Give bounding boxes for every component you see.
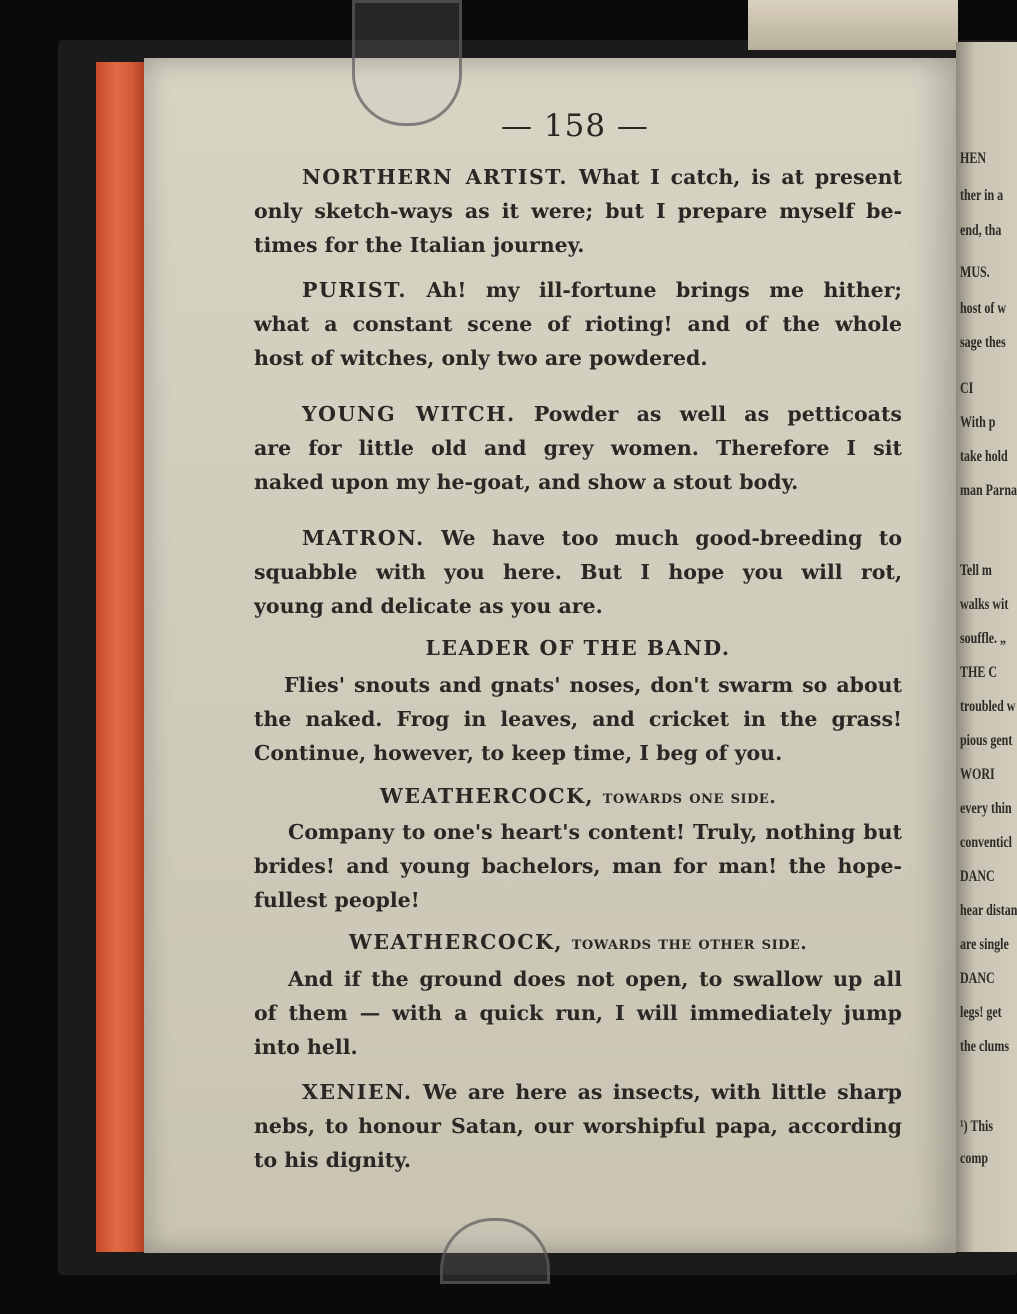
paragraph-weathercock-one-side — [254, 815, 902, 917]
next-page-line: the clums — [960, 1038, 1009, 1055]
speaker-name: PURIST. — [302, 278, 407, 302]
next-page-line: man Parna — [960, 482, 1017, 499]
next-page-line: ther in a — [960, 187, 1004, 204]
text-line: Flies' snouts and gnats' noses, don't swarm so about — [284, 673, 902, 697]
paragraph-matron — [254, 521, 902, 623]
text-line: young and delicate as you are. — [254, 594, 603, 618]
heading-name: WEATHERCOCK, — [348, 930, 564, 954]
paragraph-weathercock-other-side — [254, 962, 902, 1064]
stage-direction: towards one side. — [602, 787, 777, 808]
next-page-line: CI — [960, 380, 974, 397]
heading-name: WEATHERCOCK, — [379, 784, 595, 808]
text-line: Continue, however, to keep time, I beg of you. — [254, 741, 783, 765]
next-page — [956, 42, 1017, 1252]
text-line: nebs, to honour Satan, our worshipful papa, according — [254, 1114, 902, 1138]
text-line: Company to one's heart's content! Truly, nothing but — [288, 820, 902, 844]
speaker-name: YOUNG WITCH. — [302, 402, 516, 426]
page-tab — [748, 0, 958, 50]
next-page-line: THE C — [960, 664, 998, 681]
text-line: squabble with you here. But I hope you will rot, — [254, 560, 902, 584]
next-page-line: HEN — [960, 150, 987, 167]
text-line: into hell. — [254, 1035, 358, 1059]
text-line: host of witches, only two are powdered. — [254, 346, 708, 370]
speaker-name: MATRON. — [302, 526, 425, 550]
next-page-line: conventicl — [960, 834, 1012, 851]
page-clip-top — [352, 0, 462, 126]
next-page-line: take hold — [960, 448, 1008, 465]
next-page-line: comp — [960, 1150, 988, 1167]
text-line: fullest people! — [254, 888, 420, 912]
text-line: And if the ground does not open, to swallow up all — [288, 967, 902, 991]
next-page-line: WORI — [960, 766, 995, 783]
next-page-line: MUS. — [960, 264, 990, 281]
next-page-line: troubled w — [960, 698, 1016, 715]
next-page-line: DANC — [960, 970, 995, 987]
text-line: the naked. Frog in leaves, and cricket in the grass! — [254, 707, 902, 731]
next-page-line: Tell m — [960, 562, 992, 579]
heading-leader-of-the-band: LEADER OF THE BAND. — [425, 636, 731, 660]
speaker-name: NORTHERN ARTIST. — [302, 165, 569, 189]
next-page-line: hear distan — [960, 902, 1017, 919]
text-line: PURIST. Ah! my ill-fortune brings me hither; — [302, 278, 903, 302]
next-page-line: end, tha — [960, 222, 1002, 239]
paragraph-leader — [254, 668, 902, 770]
next-page-line: are single — [960, 936, 1009, 953]
paragraph-xenien — [254, 1075, 902, 1177]
page-number: — 158 — — [501, 108, 649, 144]
text-line: only sketch-ways as it were; but I prepare myself be- — [254, 199, 902, 223]
next-page-line: host of w — [960, 300, 1007, 317]
next-page-line: walks wit — [960, 596, 1009, 613]
next-page-line: sage thes — [960, 334, 1006, 351]
heading-weathercock-other-side — [254, 930, 902, 954]
text-line: naked upon my he-goat, and show a stout body. — [254, 470, 799, 494]
next-page-line: souffle. „ — [960, 630, 1006, 647]
text-line: to his dignity. — [254, 1148, 411, 1172]
text-line: what a constant scene of rioting! and of the whole — [254, 312, 902, 336]
next-page-line: ¹) This — [960, 1118, 994, 1135]
paragraph-northern-artist — [254, 160, 902, 262]
text-line: brides! and young bachelors, man for man! the hope- — [254, 854, 902, 878]
speaker-name: XENIEN. — [302, 1080, 413, 1104]
page-edge — [96, 62, 148, 1252]
text-line: NORTHERN ARTIST. What I catch, is at present — [302, 165, 902, 189]
next-page-line: DANC — [960, 868, 995, 885]
next-page-line: pious gent — [960, 732, 1013, 749]
next-page-line: every thin — [960, 800, 1012, 817]
text-line: are for little old and grey women. Therefore I sit — [254, 436, 902, 460]
stage-direction: towards the other side. — [571, 933, 808, 954]
next-page-line: With p — [960, 414, 996, 431]
paragraph-purist — [254, 273, 902, 375]
text-line: times for the Italian journey. — [254, 233, 585, 257]
text-line: XENIEN. We are here as insects, with little sharp — [302, 1080, 903, 1104]
heading-weathercock-one-side — [254, 784, 902, 808]
text-line: MATRON. We have too much good-breeding to — [302, 526, 902, 550]
paragraph-young-witch — [254, 397, 902, 499]
text-line: YOUNG WITCH. Powder as well as petticoats — [302, 402, 902, 426]
text-line: of them — with a quick run, I will immediately jump — [254, 1001, 902, 1025]
next-page-line: legs! get — [960, 1004, 1002, 1021]
